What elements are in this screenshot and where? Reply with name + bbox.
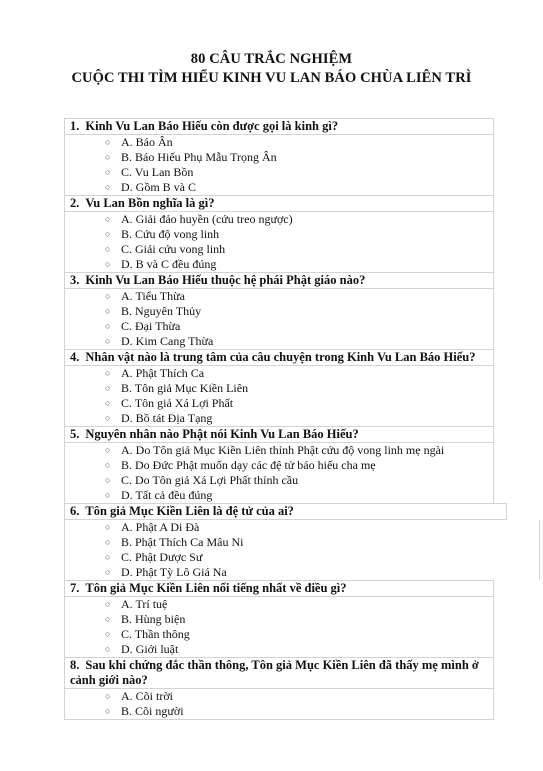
question-text: Kinh Vu Lan Báo Hiếu còn được gọi là kinh gì?: [85, 119, 339, 133]
answer-option: [64, 535, 540, 550]
answer-option-text: B. Tôn giả Mục Kiền Liên: [121, 381, 249, 395]
question-heading: [64, 580, 494, 597]
document-title-line2: CUỘC THI TÌM HIỂU KINH VU LAN BÁO CHÙA LIÊN TRÌ: [71, 70, 472, 86]
answer-option: [64, 550, 540, 565]
question-text: Tôn giả Mục Kiền Liên là đệ tử của ai?: [85, 504, 294, 518]
answer-option-text: A. Phật Thích Ca: [121, 366, 205, 380]
circle-bullet-icon: ○: [105, 291, 111, 301]
answer-option: [64, 319, 494, 334]
answer-option: [64, 227, 494, 242]
answer-option-text: D. Giới luật: [121, 642, 179, 656]
answer-option: [64, 304, 494, 319]
answer-option: [64, 627, 494, 642]
answer-option-text: B. Cứu độ vong linh: [121, 227, 220, 241]
circle-bullet-icon: ○: [105, 383, 111, 393]
circle-bullet-icon: ○: [105, 167, 111, 177]
question-block: [64, 657, 494, 720]
question-text: Tôn giả Mục Kiền Liên nổi tiếng nhất về điều gì?: [85, 581, 347, 595]
answer-option: [64, 257, 494, 272]
question-heading: [64, 272, 494, 289]
answer-option: [64, 165, 494, 180]
answer-option: [64, 642, 494, 657]
circle-bullet-icon: ○: [105, 398, 111, 408]
question-number: 3.: [70, 273, 80, 287]
answer-option-text: D. Gồm B và C: [121, 180, 196, 194]
answer-option: [64, 242, 494, 257]
circle-bullet-icon: ○: [105, 629, 111, 639]
question-block: [64, 272, 494, 349]
answer-option: [64, 150, 494, 165]
circle-bullet-icon: ○: [105, 321, 111, 331]
circle-bullet-icon: ○: [105, 214, 111, 224]
answer-option-text: A. Giải đảo huyền (cứu treo ngược): [121, 212, 293, 226]
answer-option: [64, 289, 494, 304]
question-block: [64, 349, 494, 426]
circle-bullet-icon: ○: [105, 691, 111, 701]
question-number: 2.: [70, 196, 80, 210]
circle-bullet-icon: ○: [105, 706, 111, 716]
circle-bullet-icon: ○: [105, 182, 111, 192]
answer-option: [64, 135, 494, 150]
question-text: Nguyên nhân nào Phật nói Kinh Vu Lan Báo Hiếu?: [85, 427, 359, 441]
circle-bullet-icon: ○: [105, 152, 111, 162]
answer-option-text: B. Cõi người: [121, 704, 184, 718]
answer-option: [64, 565, 540, 580]
answer-option: [64, 396, 494, 411]
answer-option-text: C. Giải cứu vong linh: [121, 242, 226, 256]
question-heading: [64, 657, 494, 689]
circle-bullet-icon: ○: [105, 306, 111, 316]
answer-option: [64, 411, 494, 426]
answer-option: [64, 520, 540, 535]
answer-option-text: D. Phật Tỳ Lô Giá Na: [121, 565, 227, 579]
answer-option-text: C. Đại Thừa: [121, 319, 181, 333]
answer-option: [64, 488, 494, 503]
question-block: [64, 426, 494, 503]
circle-bullet-icon: ○: [105, 537, 111, 547]
answer-option: [64, 689, 494, 704]
answer-option: [64, 458, 494, 473]
circle-bullet-icon: ○: [105, 460, 111, 470]
circle-bullet-icon: ○: [105, 368, 111, 378]
question-heading: [64, 349, 494, 366]
question-block: [64, 580, 494, 657]
answer-option-text: B. Do Đức Phật muốn dạy các đệ tử báo hiếu cha mẹ: [121, 458, 376, 472]
circle-bullet-icon: ○: [105, 552, 111, 562]
question-block: [64, 118, 494, 195]
answer-option: [64, 212, 494, 227]
answer-option: [64, 704, 494, 720]
answer-option-text: C. Phật Dược Sư: [121, 550, 203, 564]
question-text: Kinh Vu Lan Báo Hiếu thuộc hệ phái Phật giáo nào?: [85, 273, 366, 287]
answer-option-text: A. Báo Ân: [121, 135, 173, 149]
answer-option-text: B. Phật Thích Ca Mâu Ni: [121, 535, 244, 549]
circle-bullet-icon: ○: [105, 599, 111, 609]
quiz-list: [64, 118, 494, 720]
question-block: [64, 503, 494, 580]
circle-bullet-icon: ○: [105, 644, 111, 654]
circle-bullet-icon: ○: [105, 490, 111, 500]
circle-bullet-icon: ○: [105, 244, 111, 254]
answer-option: [64, 334, 494, 349]
document-title-line1: 80 CÂU TRẮC NGHIỆM: [190, 51, 353, 67]
answer-option: [64, 473, 494, 488]
answer-option-text: A. Trí tuệ: [121, 597, 168, 611]
answer-option-text: C. Do Tôn giả Xá Lợi Phất thỉnh cầu: [121, 473, 299, 487]
answer-option-text: D. Tất cả đều đúng: [121, 488, 213, 502]
answer-option-text: D. B và C đều đúng: [121, 257, 217, 271]
answer-option: [64, 381, 494, 396]
question-number: 6.: [70, 504, 80, 518]
circle-bullet-icon: ○: [105, 567, 111, 577]
circle-bullet-icon: ○: [105, 413, 111, 423]
answer-option-text: A. Do Tôn giả Mục Kiền Liên thỉnh Phật cứu độ vong linh mẹ ngài: [121, 443, 445, 457]
question-number: 5.: [70, 427, 80, 441]
answer-option: [64, 366, 494, 381]
question-text: Nhân vật nào là trung tâm của câu chuyện trong Kinh Vu Lan Báo Hiếu?: [85, 350, 476, 364]
answer-option-text: B. Nguyên Thủy: [121, 304, 202, 318]
answer-option-text: D. Bồ tát Địa Tạng: [121, 411, 213, 425]
question-number: 8.: [70, 658, 80, 672]
circle-bullet-icon: ○: [105, 614, 111, 624]
question-heading: [64, 195, 494, 212]
answer-option-text: C. Thần thông: [121, 627, 190, 641]
circle-bullet-icon: ○: [105, 445, 111, 455]
answer-option: [64, 443, 494, 458]
answer-option-text: B. Báo Hiếu Phụ Mẫu Trọng Ân: [121, 150, 277, 164]
circle-bullet-icon: ○: [105, 336, 111, 346]
answer-option: [64, 597, 494, 612]
question-number: 4.: [70, 350, 80, 364]
question-text: Sau khi chứng đắc thần thông, Tôn giả Mục Kiền Liên đã thấy mẹ mình ở cảnh giới nào?: [70, 658, 479, 687]
circle-bullet-icon: ○: [105, 522, 111, 532]
circle-bullet-icon: ○: [105, 259, 111, 269]
question-number: 7.: [70, 581, 80, 595]
answer-option-text: A. Tiểu Thừa: [121, 289, 185, 303]
answer-option-text: A. Cõi trời: [121, 689, 174, 703]
answer-option-text: A. Phật A Di Đà: [121, 520, 200, 534]
answer-option: [64, 180, 494, 195]
answer-option-text: C. Vu Lan Bồn: [121, 165, 194, 179]
circle-bullet-icon: ○: [105, 229, 111, 239]
answer-option-text: B. Hùng biện: [121, 612, 186, 626]
answer-option-text: D. Kim Cang Thừa: [121, 334, 214, 348]
circle-bullet-icon: ○: [105, 475, 111, 485]
question-heading: [64, 118, 494, 135]
answer-option: [64, 612, 494, 627]
question-number: 1.: [70, 119, 80, 133]
answer-option-text: C. Tôn giả Xá Lợi Phất: [121, 396, 234, 410]
question-block: [64, 195, 494, 272]
question-heading: [64, 503, 507, 520]
question-text: Vu Lan Bồn nghĩa là gì?: [85, 196, 215, 210]
circle-bullet-icon: ○: [105, 137, 111, 147]
question-heading: [64, 426, 494, 443]
